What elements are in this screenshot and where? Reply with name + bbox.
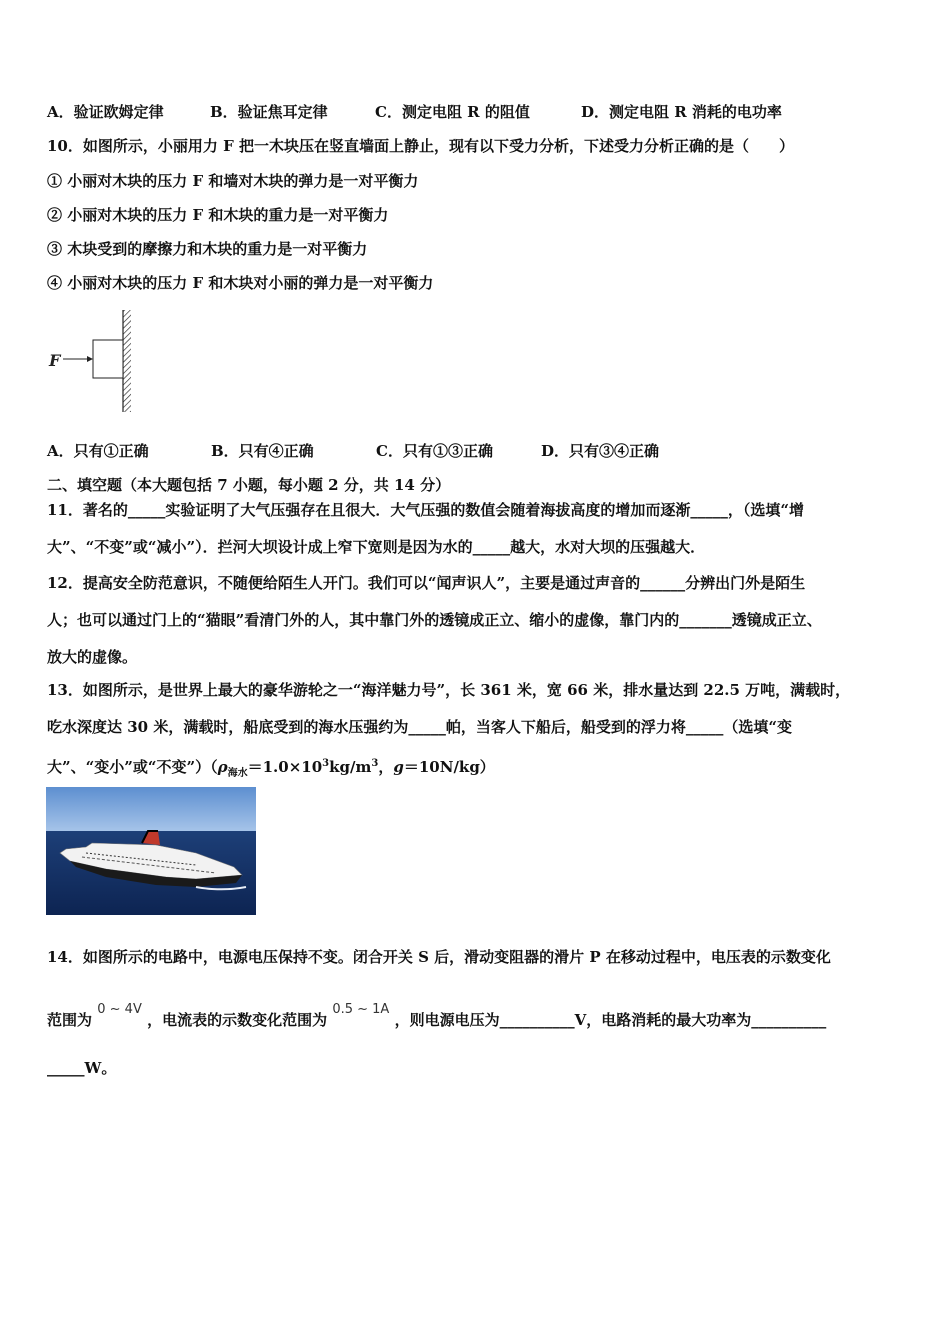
q10-statement-1: ① 小丽对木块的压力 F 和墙对木块的弹力是一对平衡力 — [47, 172, 419, 190]
q10-statement-4: ④ 小丽对木块的压力 F 和木块对小丽的弹力是一对平衡力 — [47, 274, 434, 292]
rho-subscript: 海水 — [227, 768, 248, 779]
cruise-ship-image — [46, 787, 256, 915]
g-symbol: g — [393, 758, 404, 776]
force-label: F — [49, 351, 61, 370]
q13-line-3-text: 大”、“变小”或“不变”）（ — [47, 758, 218, 776]
q10-statement-3: ③ 木块受到的摩擦力和木块的重力是一对平衡力 — [47, 240, 368, 258]
force-arrowhead — [87, 356, 93, 362]
q10-option-b: B．只有④正确 — [211, 442, 314, 460]
density-unit: kg/m — [329, 758, 372, 776]
q9-option-a: A．验证欧姆定律 — [47, 103, 164, 121]
g-value: ＝10N/kg） — [403, 758, 495, 776]
q11-line-2: 大”、“不变”或“减小”）．拦河大坝设计成上窄下宽则是因为水的_____越大，水对大坝的压强越大． — [47, 538, 706, 556]
density-value: ＝1.0×10 — [247, 758, 323, 776]
q14-line-2-tail: ，则电源电压为__________V，电路消耗的最大功率为__________ — [394, 1011, 827, 1029]
q9-option-c: C．测定电阻 R 的阻值 — [375, 103, 530, 121]
cruise-ship-illustration — [46, 787, 256, 915]
q10-options — [47, 441, 659, 461]
separator: ， — [378, 758, 394, 776]
q14-line-3: _____W。 — [47, 1059, 117, 1077]
q13-line-3 — [47, 754, 495, 784]
wooden-block — [93, 340, 123, 378]
q10-statement-2: ② 小丽对木块的压力 F 和木块的重力是一对平衡力 — [47, 206, 389, 224]
q14-line-1: 14．如图所示的电路中，电源电压保持不变。闭合开关 S 后，滑动变阻器的滑片 P 在移动过程中，电压表的示数变化 — [47, 948, 831, 966]
q10-option-a: A．只有①正确 — [47, 442, 149, 460]
q13-line-2: 吃水深度达 30 米，满载时，船底受到的海水压强约为_____帕，当客人下船后，船受到的浮力将_____（选填“变 — [47, 718, 792, 736]
voltage-range: 0 ~ 4V — [97, 1002, 142, 1017]
q13-line-1: 13．如图所示，是世界上最大的豪华游轮之一“海洋魅力号”，长 361 米，宽 66 米，排水量达到 22.5 万吨，满载时， — [47, 681, 851, 699]
q14-line-2 — [47, 1002, 827, 1032]
q11-line-1: 11．著名的_____实验证明了大气压强存在且很大．大气压强的数值会随着海拔高度的增加而逐渐_____，（选填“增 — [47, 501, 805, 519]
block-wall-diagram — [47, 308, 147, 416]
q12-line-2: 人；也可以通过门上的“猫眼”看清门外的人，其中靠门外的透镜成正立、缩小的虚像，靠门内的_______透镜成正立、 — [47, 611, 822, 629]
q10-option-d: D．只有③④正确 — [541, 442, 660, 460]
rho-symbol: ρ — [217, 758, 228, 776]
q10-option-c: C．只有①③正确 — [376, 442, 493, 460]
q12-line-1: 12．提高安全防范意识，不随便给陌生人开门。我们可以“闻声识人”，主要是通过声音的______分辨出门外是陌生 — [47, 574, 806, 592]
q10-stem: 10．如图所示，小丽用力 F 把一木块压在竖直墙面上静止，现有以下受力分析，下述受力分析正确的是（ ） — [47, 137, 794, 155]
q12-line-3: 放大的虚像。 — [47, 648, 138, 666]
q9-option-b: B．验证焦耳定律 — [210, 103, 328, 121]
q14-range-label: 范围为 — [47, 1011, 93, 1029]
q10-figure — [47, 308, 147, 416]
density-unit-exponent: 3 — [371, 758, 379, 769]
sky — [46, 787, 256, 833]
q9-option-d: D．测定电阻 R 消耗的电功率 — [581, 103, 782, 121]
wall-hatch — [123, 310, 131, 412]
density-exponent: 3 — [322, 758, 330, 769]
current-range: 0.5 ~ 1A — [332, 1002, 390, 1017]
section-heading: 二、填空题（本大题包括 7 小题，每小题 2 分，共 14 分） — [47, 476, 451, 494]
q9-options — [47, 102, 782, 122]
q14-current-label: ，电流表的示数变化范围为 — [147, 1011, 328, 1029]
